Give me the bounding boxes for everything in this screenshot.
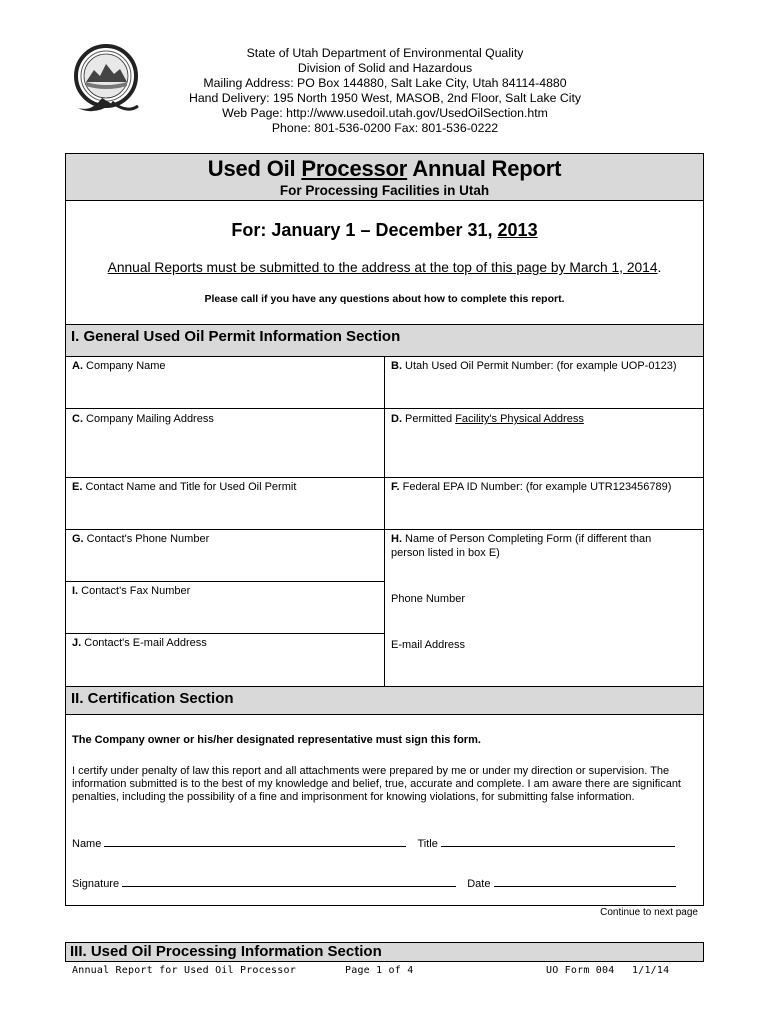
field-physical-address[interactable] bbox=[385, 410, 703, 426]
title-line[interactable] bbox=[441, 836, 675, 847]
call-note: Please call if you have any questions about how to complete this report. bbox=[204, 293, 565, 305]
signature-line[interactable] bbox=[122, 876, 456, 887]
footer-page-number: Page 1 of 4 bbox=[345, 965, 414, 976]
field-letter: I. bbox=[72, 585, 79, 597]
date-line[interactable] bbox=[494, 876, 676, 887]
reporting-period bbox=[66, 220, 703, 241]
title-prefix: Used Oil bbox=[207, 156, 302, 181]
field-epa-id[interactable] bbox=[385, 478, 703, 494]
field-letter: G. bbox=[72, 533, 84, 545]
field-label: Company Name bbox=[83, 360, 166, 372]
title-suffix: Annual Report bbox=[407, 156, 562, 181]
field-letter: H. bbox=[391, 533, 402, 545]
submission-deadline bbox=[66, 260, 703, 275]
web-page[interactable]: Web Page: http://www.usedoil.utah.gov/UsedOilSection.htm bbox=[222, 106, 548, 120]
field-letter: F. bbox=[391, 481, 400, 493]
field-completer-email[interactable]: E-mail Address bbox=[391, 639, 465, 651]
field-company-name[interactable] bbox=[66, 357, 384, 373]
field-person-completing[interactable] bbox=[385, 530, 675, 560]
name-label: Name bbox=[72, 838, 105, 850]
hand-delivery-address: Hand Delivery: 195 North 1950 West, MASOB, 2nd Floor, Salt Lake City bbox=[188, 91, 582, 105]
field-label: Contact Name and Title for Used Oil Permit bbox=[82, 481, 297, 493]
period-text: For: January 1 – December 31, bbox=[231, 220, 498, 240]
field-letter: E. bbox=[72, 481, 83, 493]
field-label: Permitted bbox=[402, 413, 456, 425]
section-2-header: II. Certification Section bbox=[66, 686, 703, 715]
mailing-address: Mailing Address: PO Box 144880, Salt Lake City, Utah 84114-4880 bbox=[203, 76, 567, 90]
period-year: 2013 bbox=[497, 220, 538, 240]
agency-header bbox=[140, 46, 630, 136]
date-label: Date bbox=[467, 878, 494, 890]
continue-note: Continue to next page bbox=[600, 907, 698, 918]
field-completer-phone[interactable]: Phone Number bbox=[391, 593, 465, 605]
title-processor: Processor bbox=[301, 156, 408, 181]
field-contact-phone[interactable] bbox=[66, 530, 384, 546]
field-label: Name of Person Completing Form (if different than person listed in box E) bbox=[391, 533, 652, 559]
division-name: Division of Solid and Hazardous bbox=[297, 61, 473, 75]
signature-date-row bbox=[72, 876, 692, 890]
report-form bbox=[65, 153, 704, 906]
certification-statement: I certify under penalty of law this report and all attachments were prepared by me or under my direction or supervision. The information submitted is to the best of my knowledge and belief, true, accurate and complete. I am aware there are significant penalties, including the possibility of a fine and imprisonment for knowing violations, for submitting false information. bbox=[72, 765, 681, 803]
title-band bbox=[66, 153, 703, 201]
signature-label: Signature bbox=[72, 878, 123, 890]
deadline-period: . bbox=[657, 260, 662, 275]
form-subtitle: For Processing Facilities in Utah bbox=[279, 183, 490, 198]
field-label: Utah Used Oil Permit Number: (for example UOP-0123) bbox=[402, 360, 677, 372]
field-mailing-address[interactable] bbox=[66, 410, 384, 426]
field-label: Contact's Phone Number bbox=[83, 533, 210, 545]
phone-fax: Phone: 801-536-0200 Fax: 801-536-0222 bbox=[271, 121, 499, 135]
field-letter: J. bbox=[72, 637, 82, 649]
section-1-header: I. General Used Oil Permit Information Section bbox=[66, 324, 703, 357]
field-contact-name[interactable] bbox=[66, 478, 384, 494]
footer-report-name: Annual Report for Used Oil Processor bbox=[72, 965, 296, 976]
grid-line bbox=[66, 408, 703, 409]
field-contact-email[interactable] bbox=[66, 634, 384, 650]
certification-lead: The Company owner or his/her designated representative must sign this form. bbox=[72, 734, 481, 746]
name-line[interactable] bbox=[104, 836, 406, 847]
title-label: Title bbox=[417, 838, 441, 850]
footer-form-number: UO Form 004 bbox=[546, 965, 615, 976]
field-label-underlined: Facility's Physical Address bbox=[455, 413, 584, 425]
form-title bbox=[66, 156, 703, 182]
name-title-row bbox=[72, 836, 692, 850]
utah-deq-seal-logo bbox=[72, 42, 140, 118]
field-letter: D. bbox=[391, 413, 402, 425]
field-label: Company Mailing Address bbox=[83, 413, 214, 425]
field-letter: A. bbox=[72, 360, 83, 372]
field-letter: B. bbox=[391, 360, 402, 372]
deadline-text: Annual Reports must be submitted to the address at the top of this page by March 1, 2014 bbox=[107, 260, 658, 275]
field-contact-fax[interactable] bbox=[66, 582, 384, 598]
field-permit-number[interactable] bbox=[385, 357, 703, 373]
footer-form-date: 1/1/14 bbox=[632, 965, 670, 976]
section-3-header: III. Used Oil Processing Information Section bbox=[65, 942, 704, 962]
field-label: Federal EPA ID Number: (for example UTR123456789) bbox=[399, 481, 672, 493]
field-letter: C. bbox=[72, 413, 83, 425]
field-label: Contact's Fax Number bbox=[78, 585, 191, 597]
agency-name: State of Utah Department of Environmental Quality bbox=[246, 46, 524, 60]
field-label: Contact's E-mail Address bbox=[81, 637, 207, 649]
